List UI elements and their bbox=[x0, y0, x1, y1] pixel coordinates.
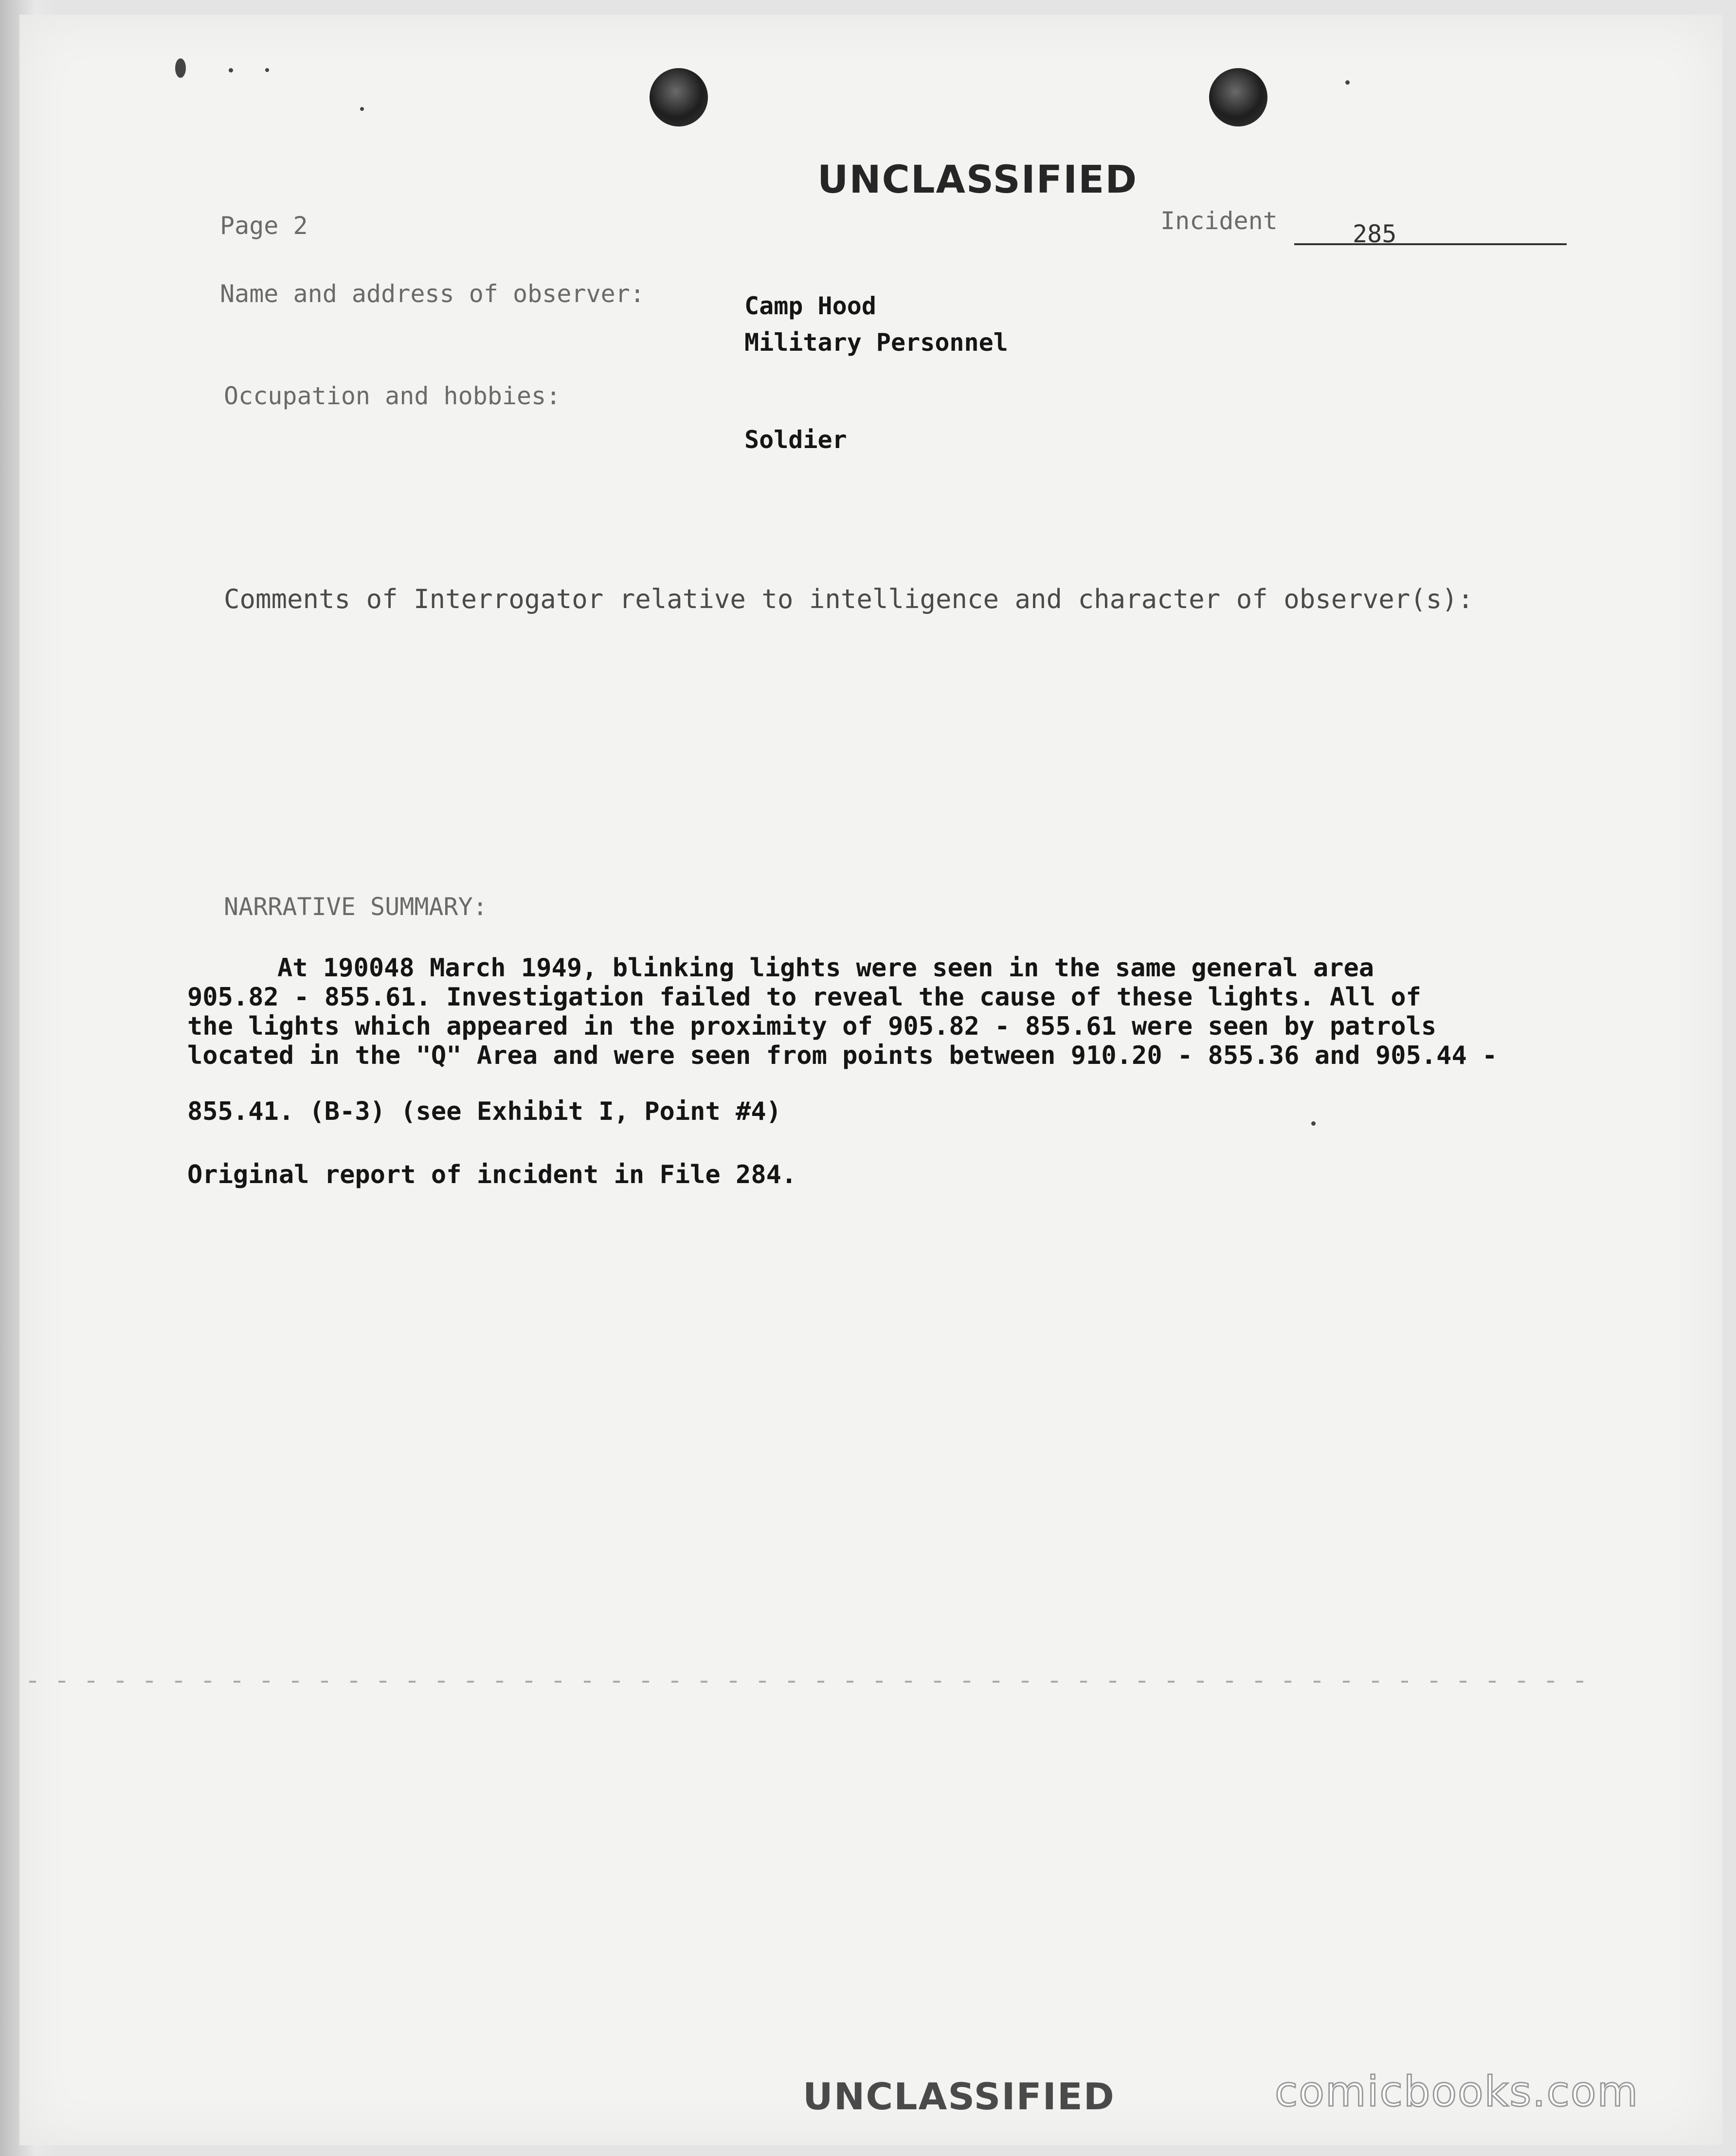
ink-speck bbox=[1345, 80, 1350, 85]
watermark: comicbooks.com bbox=[1275, 2067, 1639, 2116]
classification-stamp-top: UNCLASSIFIED bbox=[817, 158, 1138, 202]
ink-speck bbox=[1311, 1121, 1316, 1126]
incident-underline bbox=[1294, 243, 1567, 245]
observer-group-value: Military Personnel bbox=[744, 328, 1008, 357]
occupation-value: Soldier bbox=[744, 426, 847, 454]
narrative-line: 905.82 - 855.61. Investigation failed to reveal the cause of these lights. All of bbox=[187, 983, 1421, 1012]
original-report-note: Original report of incident in File 284. bbox=[187, 1160, 797, 1189]
narrative-line: the lights which appeared in the proximity of 905.82 - 855.61 were seen by patrols bbox=[187, 1012, 1437, 1041]
ink-speck bbox=[229, 68, 233, 72]
incident-label: Incident bbox=[1160, 207, 1278, 235]
comments-label: Comments of Interrogator relative to intelligence and character of observer(s): bbox=[224, 584, 1474, 614]
page-number: Page 2 bbox=[220, 212, 308, 240]
occupation-label: Occupation and hobbies: bbox=[224, 382, 561, 410]
ink-speck bbox=[265, 68, 269, 72]
punch-hole-right bbox=[1209, 68, 1267, 126]
punch-hole-left bbox=[650, 68, 708, 126]
narrative-line: At 190048 March 1949, blinking lights were seen in the same general area bbox=[277, 953, 1374, 983]
narrative-heading: NARRATIVE SUMMARY: bbox=[224, 893, 488, 921]
incident-number: 285 bbox=[1353, 220, 1397, 248]
ink-speck bbox=[175, 58, 186, 78]
observer-name-value: Camp Hood bbox=[744, 292, 876, 320]
narrative-line: located in the "Q" Area and were seen from points between 910.20 - 855.36 and 905.44 - bbox=[187, 1041, 1498, 1070]
faint-dashed-rule bbox=[29, 1681, 1586, 1683]
classification-stamp-bottom: UNCLASSIFIED bbox=[803, 2075, 1115, 2118]
ink-speck bbox=[360, 107, 364, 111]
observer-name-label: Name and address of observer: bbox=[220, 280, 645, 308]
narrative-line: 855.41. (B-3) (see Exhibit I, Point #4) bbox=[187, 1097, 781, 1126]
